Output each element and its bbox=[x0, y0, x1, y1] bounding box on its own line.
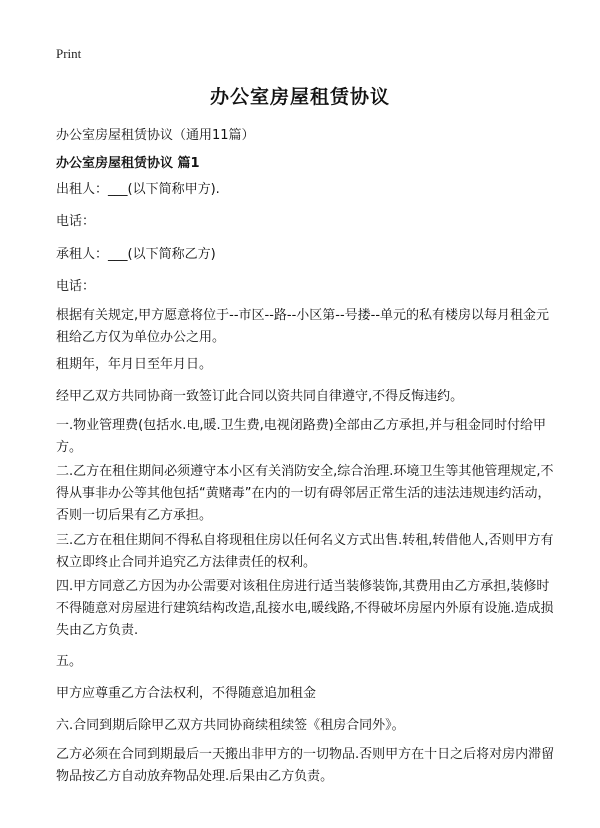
paragraph-premises: 根据有关规定,甲方愿意将位于--市区--路--小区第--号搂--单元的私有楼房以每月租金元租给乙方仅为单位办公之用。 bbox=[56, 308, 550, 345]
paragraph-agreement: 经甲乙双方共同协商一致签订此合同以资共同自律遵守,不得反悔违约。 bbox=[56, 389, 464, 404]
section-heading: 办公室房屋租赁协议 篇1 bbox=[56, 156, 200, 171]
paragraph-move-out: 乙方必须在合同到期最后一天搬出非甲方的一切物品.否则甲方在十日之后将对房内滞留物品按乙方自动放弃物品处理.后果由乙方负责。 bbox=[56, 747, 555, 784]
print-link[interactable]: Print bbox=[56, 46, 82, 61]
paragraph-clause-2: 二.乙方在租住期间必须遵守本小区有关消防安全,综合治理.环境卫生等其他管理规定,不得从事非办公等其他包括“黄赌毒”在内的一切有碍邻居正常生活的违法违规违约活动，否则一切后果有乙方承担。 bbox=[56, 464, 554, 523]
paragraph-clause-1: 一.物业管理费(包括水.电,暖.卫生费,电视闭路费)全部由乙方承担,并与租金同时付给甲方。 bbox=[56, 418, 546, 455]
document-title: 办公室房屋租赁协议 bbox=[209, 86, 390, 108]
paragraph-lessor: 出租人：___(以下简称甲方). bbox=[56, 182, 220, 197]
paragraph-clause-4: 四.甲方同意乙方因为办公需要对该租住房进行适当装修装饰,其费用由乙方承担,装修时不得随意对房屋进行建筑结构改造,乱接水电,暖线路,不得破坏房屋内外原有设施.造成损失由乙方负责. bbox=[56, 579, 554, 638]
paragraph-clause-3: 三.乙方在租住期间不得私自将现租住房以任何名义方式出售.转租,转借他人,否则甲方有权立即终止合同并追究乙方法律责任的权利。 bbox=[56, 533, 554, 570]
document-subtitle: 办公室房屋租赁协议（通用11篇） bbox=[56, 128, 255, 143]
paragraph-clause-6: 六.合同到期后除甲乙双方共同协商续租续签《租房合同外》。 bbox=[56, 718, 405, 733]
paragraph-term: 租期年，年月日至年月日。 bbox=[56, 357, 213, 372]
paragraph-lessee-phone: 电话： bbox=[56, 279, 96, 294]
paragraph-lessor-phone: 电话： bbox=[56, 214, 96, 229]
paragraph-rent-clause: 甲方应尊重乙方合法权利，不得随意追加租金 bbox=[56, 686, 317, 701]
paragraph-clause-5: 五。 bbox=[56, 654, 83, 669]
paragraph-lessee: 承租人：___(以下简称乙方) bbox=[56, 247, 216, 262]
